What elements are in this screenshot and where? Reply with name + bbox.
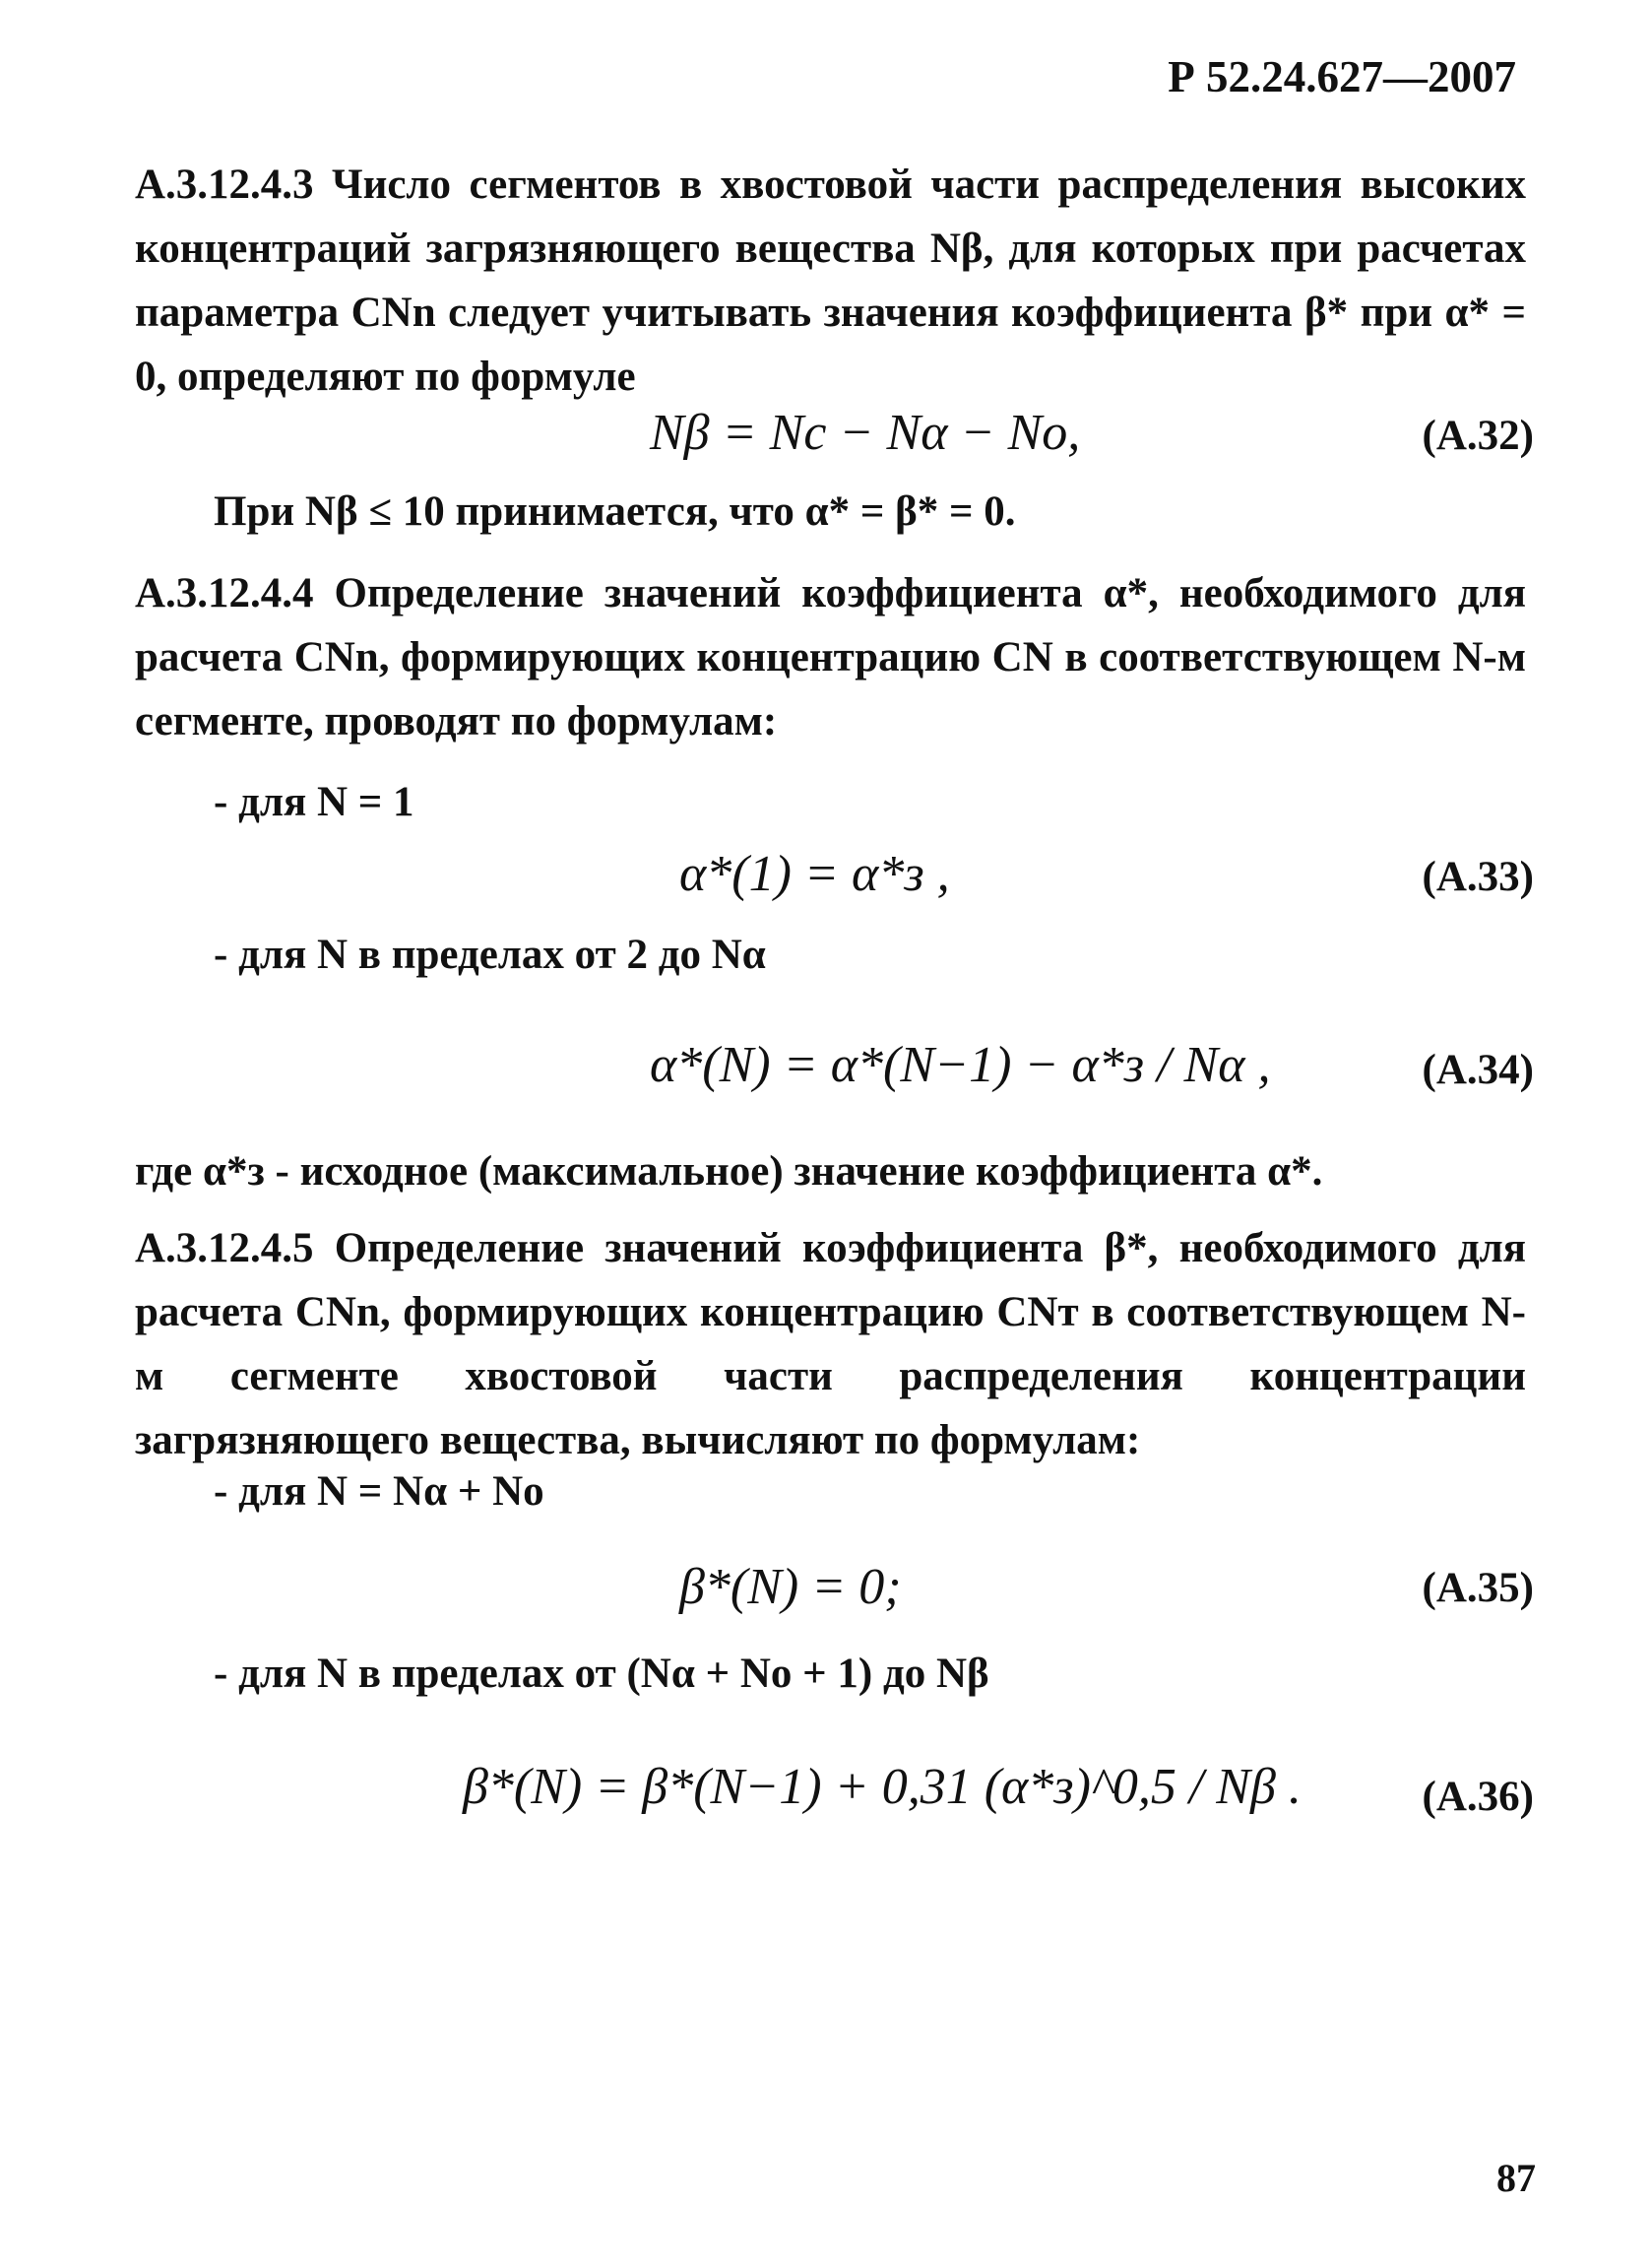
condition-n-range-2-to-na: - для N в пределах от 2 до Nα	[214, 932, 766, 978]
equation-number-a32: (А.32)	[1422, 413, 1534, 459]
condition-n-range-tail: - для N в пределах от (Nα + No + 1) до Nβ	[214, 1651, 989, 1697]
doc-code-header: Р 52.24.627—2007	[1168, 52, 1516, 101]
equation-a32: Nβ = Nc − Nα − No,	[650, 405, 1081, 461]
page-number: 87	[1496, 2156, 1536, 2200]
equation-number-a36: (А.36)	[1422, 1774, 1534, 1820]
equation-a36: β*(N) = β*(N−1) + 0,31 (α*з)^0,5 / Nβ .	[463, 1759, 1302, 1815]
paragraph-where-alpha: где α*з - исходное (максимальное) значение коэффициента α*.	[135, 1148, 1323, 1195]
equation-a35: β*(N) = 0;	[679, 1559, 902, 1615]
equation-number-a33: (А.33)	[1422, 854, 1534, 900]
equation-number-a34: (А.34)	[1422, 1047, 1534, 1093]
condition-n-equals-1: - для N = 1	[214, 779, 414, 825]
condition-n-equals-na-plus-no: - для N = Nα + No	[214, 1468, 544, 1515]
paragraph-a-3-12-4-5: А.3.12.4.5 Определение значений коэффициента β*, необходимого для расчета CNn, формирующих концентрацию CNт в соответствующем N-м сегменте хвостовой части распределения концентрации загрязняющего вещества, вычисляют по формулам:	[135, 1225, 1526, 1463]
equation-number-a35: (А.35)	[1422, 1565, 1534, 1611]
paragraph-a-3-12-4-4: А.3.12.4.4 Определение значений коэффициента α*, необходимого для расчета CNn, формирующих концентрацию CN в соответствующем N-м сегменте, проводят по формулам:	[135, 570, 1526, 745]
paragraph-a-3-12-4-3: А.3.12.4.3 Число сегментов в хвостовой части распределения высоких концентраций загрязняющего вещества Nβ, для которых при расчетах параметра CNn следует учитывать значения коэффициента β* при α* = 0, определяют по формуле	[135, 162, 1526, 400]
equation-a34: α*(N) = α*(N−1) − α*з / Nα ,	[650, 1037, 1271, 1093]
equation-a33: α*(1) = α*з ,	[679, 846, 950, 902]
paragraph-condition-zero: При Nβ ≤ 10 принимается, что α* = β* = 0.	[214, 488, 1016, 535]
